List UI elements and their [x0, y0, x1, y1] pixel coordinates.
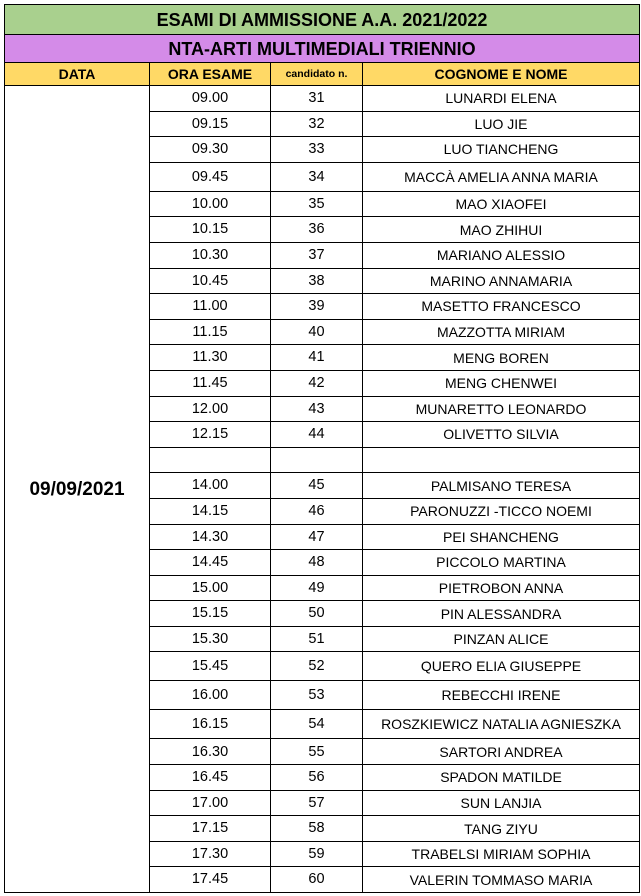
candidate-name-cell: MENG CHENWEI — [363, 370, 640, 396]
candidate-name-cell: SPADON MATILDE — [363, 765, 640, 791]
candidate-name-cell: LUO TIANCHENG — [363, 137, 640, 163]
candidate-number-cell: 37 — [271, 242, 363, 268]
candidate-number-cell: 44 — [271, 422, 363, 448]
candidate-number-cell — [271, 447, 363, 473]
candidate-number-cell: 49 — [271, 575, 363, 601]
candidate-name-cell: TRABELSI MIRIAM SOPHIA — [363, 841, 640, 867]
candidate-number-cell: 54 — [271, 710, 363, 739]
column-header-data: DATA — [5, 63, 150, 86]
exam-time-cell: 10.00 — [150, 191, 271, 217]
page-subtitle: NTA-ARTI MULTIMEDIALI TRIENNIO — [5, 35, 640, 63]
exam-time-cell: 09.15 — [150, 111, 271, 137]
candidate-name-cell: PARONUZZI -TICCO NOEMI — [363, 498, 640, 524]
candidate-number-cell: 53 — [271, 681, 363, 710]
candidate-number-cell: 43 — [271, 396, 363, 422]
exam-time-cell: 14.30 — [150, 524, 271, 550]
candidate-number-cell: 41 — [271, 345, 363, 371]
title-row — [5, 5, 640, 35]
exam-time-cell: 17.45 — [150, 867, 271, 893]
candidate-name-cell: MASETTO FRANCESCO — [363, 294, 640, 320]
table-row — [5, 86, 640, 112]
candidate-name-cell: ROSZKIEWICZ NATALIA AGNIESZKA — [363, 710, 640, 739]
exam-time-cell: 17.00 — [150, 790, 271, 816]
candidate-number-cell: 60 — [271, 867, 363, 893]
exam-time-cell: 15.15 — [150, 601, 271, 627]
exam-date: 09/09/2021 — [5, 86, 150, 893]
candidate-name-cell: PEI SHANCHENG — [363, 524, 640, 550]
candidate-name-cell: SUN LANJIA — [363, 790, 640, 816]
candidate-number-cell: 56 — [271, 765, 363, 791]
exam-time-cell: 14.45 — [150, 550, 271, 576]
header-row — [5, 63, 640, 86]
candidate-name-cell: MARINO ANNAMARIA — [363, 268, 640, 294]
candidate-number-cell: 36 — [271, 217, 363, 243]
candidate-number-cell: 42 — [271, 370, 363, 396]
schedule-table — [4, 4, 640, 893]
candidate-name-cell: PICCOLO MARTINA — [363, 550, 640, 576]
candidate-name-cell: QUERO ELIA GIUSEPPE — [363, 652, 640, 681]
exam-time-cell — [150, 447, 271, 473]
candidate-name-cell: MARIANO ALESSIO — [363, 242, 640, 268]
candidate-number-cell: 47 — [271, 524, 363, 550]
candidate-number-cell: 40 — [271, 319, 363, 345]
candidate-name-cell: PIETROBON ANNA — [363, 575, 640, 601]
candidate-name-cell: TANG ZIYU — [363, 816, 640, 842]
exam-time-cell: 16.00 — [150, 681, 271, 710]
exam-time-cell: 16.45 — [150, 765, 271, 791]
candidate-name-cell: MACCÀ AMELIA ANNA MARIA — [363, 162, 640, 191]
exam-time-cell: 10.45 — [150, 268, 271, 294]
exam-time-cell: 15.45 — [150, 652, 271, 681]
exam-time-cell: 10.30 — [150, 242, 271, 268]
page-title: ESAMI DI AMMISSIONE A.A. 2021/2022 — [5, 5, 640, 35]
candidate-number-cell: 31 — [271, 86, 363, 112]
subtitle-row — [5, 35, 640, 63]
exam-time-cell: 11.15 — [150, 319, 271, 345]
candidate-name-cell: MUNARETTO LEONARDO — [363, 396, 640, 422]
candidate-name-cell: VALERIN TOMMASO MARIA — [363, 867, 640, 893]
exam-time-cell: 16.15 — [150, 710, 271, 739]
exam-time-cell: 14.15 — [150, 498, 271, 524]
candidate-name-cell: PALMISANO TERESA — [363, 473, 640, 499]
candidate-number-cell: 59 — [271, 841, 363, 867]
column-header-ora: ORA ESAME — [150, 63, 271, 86]
exam-time-cell: 15.30 — [150, 626, 271, 652]
candidate-name-cell: MAZZOTTA MIRIAM — [363, 319, 640, 345]
candidate-name-cell: MENG BOREN — [363, 345, 640, 371]
candidate-number-cell: 38 — [271, 268, 363, 294]
candidate-name-cell: LUNARDI ELENA — [363, 86, 640, 112]
candidate-number-cell: 55 — [271, 739, 363, 765]
candidate-number-cell: 58 — [271, 816, 363, 842]
exam-time-cell: 12.15 — [150, 422, 271, 448]
exam-time-cell: 16.30 — [150, 739, 271, 765]
candidate-number-cell: 51 — [271, 626, 363, 652]
exam-time-cell: 14.00 — [150, 473, 271, 499]
candidate-name-cell — [363, 447, 640, 473]
column-header-candidato: candidato n. — [271, 63, 363, 86]
exam-time-cell: 15.00 — [150, 575, 271, 601]
candidate-name-cell: MAO ZHIHUI — [363, 217, 640, 243]
candidate-number-cell: 39 — [271, 294, 363, 320]
candidate-number-cell: 52 — [271, 652, 363, 681]
exam-time-cell: 09.30 — [150, 137, 271, 163]
exam-time-cell: 12.00 — [150, 396, 271, 422]
candidate-number-cell: 48 — [271, 550, 363, 576]
candidate-number-cell: 50 — [271, 601, 363, 627]
candidate-number-cell: 34 — [271, 162, 363, 191]
candidate-name-cell: OLIVETTO SILVIA — [363, 422, 640, 448]
candidate-number-cell: 46 — [271, 498, 363, 524]
candidate-name-cell: MAO XIAOFEI — [363, 191, 640, 217]
exam-time-cell: 09.45 — [150, 162, 271, 191]
exam-time-cell: 17.30 — [150, 841, 271, 867]
exam-time-cell: 17.15 — [150, 816, 271, 842]
exam-time-cell: 11.00 — [150, 294, 271, 320]
exam-time-cell: 11.45 — [150, 370, 271, 396]
exam-time-cell: 09.00 — [150, 86, 271, 112]
candidate-name-cell: PINZAN ALICE — [363, 626, 640, 652]
candidate-number-cell: 33 — [271, 137, 363, 163]
exam-time-cell: 10.15 — [150, 217, 271, 243]
candidate-name-cell: REBECCHI IRENE — [363, 681, 640, 710]
candidate-number-cell: 45 — [271, 473, 363, 499]
candidate-number-cell: 35 — [271, 191, 363, 217]
exam-time-cell: 11.30 — [150, 345, 271, 371]
candidate-number-cell: 32 — [271, 111, 363, 137]
candidate-name-cell: SARTORI ANDREA — [363, 739, 640, 765]
candidate-name-cell: LUO JIE — [363, 111, 640, 137]
column-header-nome: COGNOME E NOME — [363, 63, 640, 86]
candidate-number-cell: 57 — [271, 790, 363, 816]
candidate-name-cell: PIN ALESSANDRA — [363, 601, 640, 627]
